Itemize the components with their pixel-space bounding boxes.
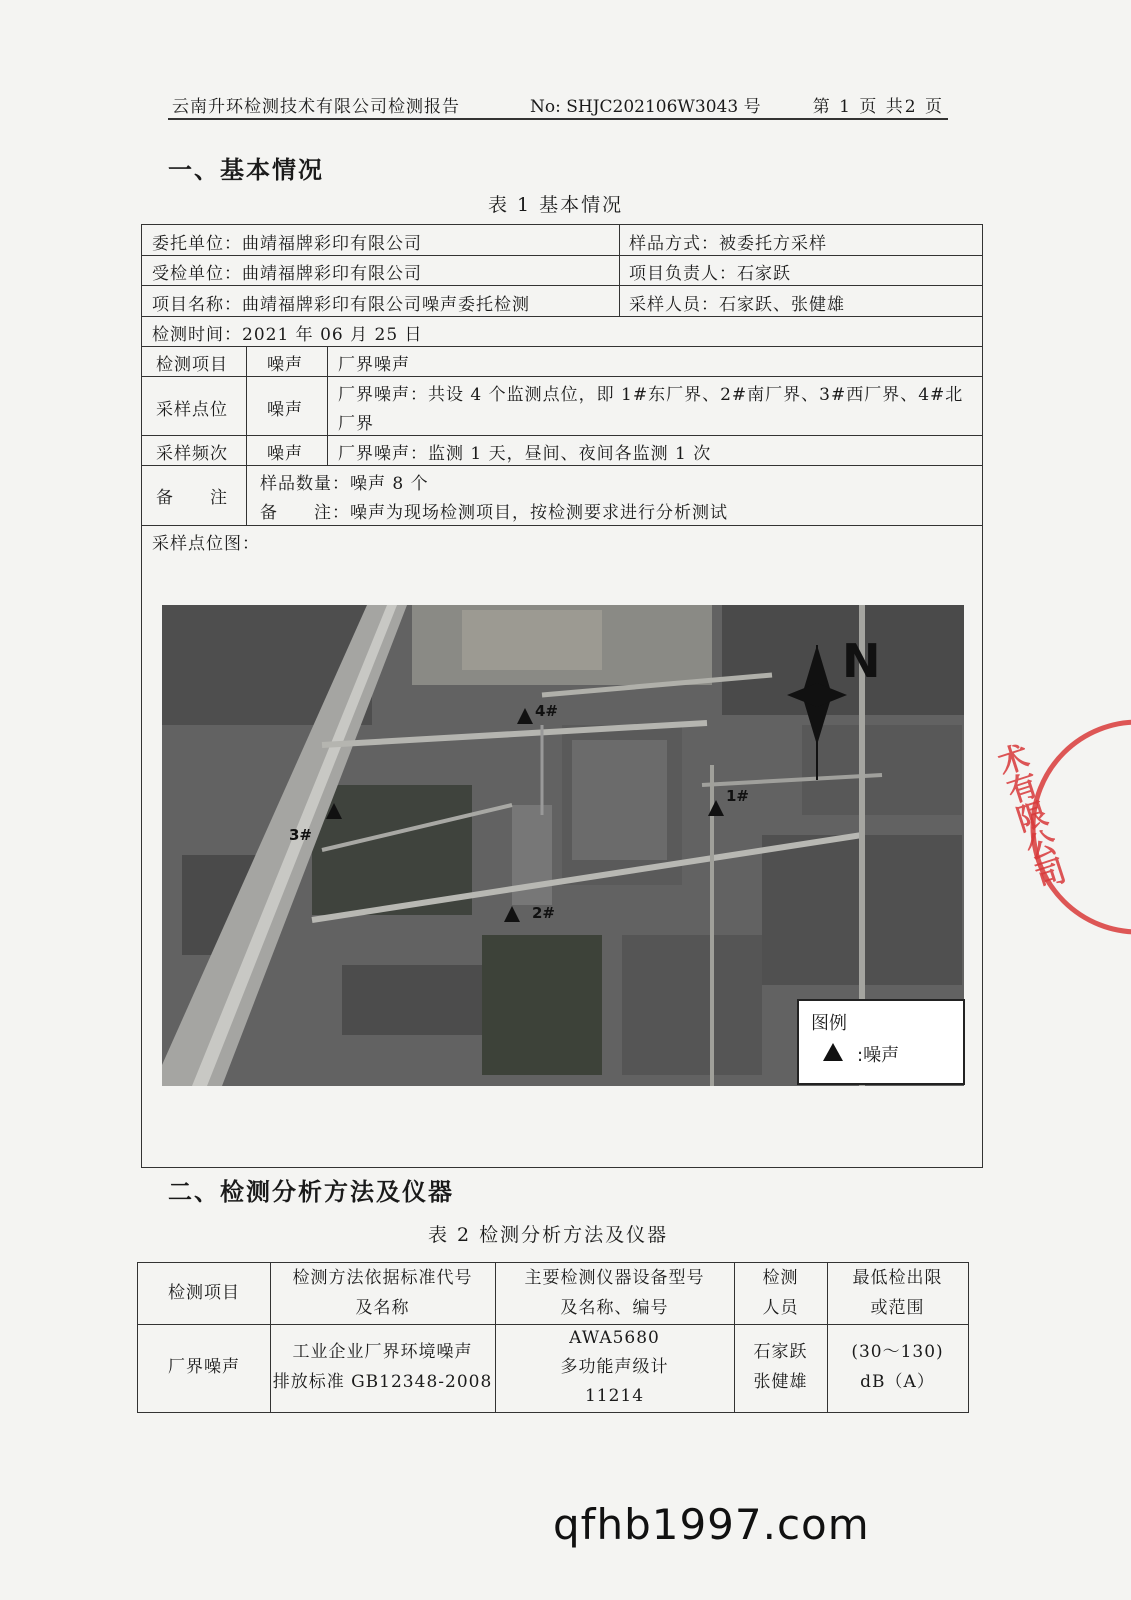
header-detection-limit: 最低检出限 或范围 [852,1268,943,1318]
header-item: 检测项目 [168,1283,240,1303]
item-type: 噪声 [267,355,303,375]
remark-line1: 样品数量：噪声 8 个 [260,474,429,494]
points-label: 采样点位 [156,400,228,420]
remark-line2: 备 注：噪声为现场检测项目，按检测要求进行分析测试 [260,503,728,523]
seal-text: 术有限公司 [988,740,1069,894]
row-detection-limit: (30～130) dB（A） [851,1342,944,1392]
watermark-url: qfhb1997.com [553,1500,870,1549]
page-header [168,88,948,120]
section1-title: 一、基本情况 [168,155,324,184]
row-item: 厂界噪声 [168,1357,240,1377]
item-label: 检测项目 [156,355,228,375]
header-instrument: 主要检测仪器设备型号 及名称、编号 [524,1268,705,1318]
frequency-type: 噪声 [267,444,303,464]
table1-caption: 表 1 基本情况 [488,194,624,216]
sampling-method-field: 样品方式：被委托方采样 [629,234,827,254]
north-indicator: N [842,634,881,688]
company-seal [988,712,1131,942]
points-value-line2: 厂界 [338,414,374,434]
point-4-label: 4# [535,702,559,720]
remark-label: 备 注 [156,488,228,508]
header-company: 云南升环检测技术有限公司检测报告 [172,97,460,117]
samplers-field: 采样人员：石家跃、张健雄 [629,295,845,315]
frequency-value: 厂界噪声：监测 1 天，昼间、夜间各监测 1 次 [338,444,712,464]
points-type: 噪声 [267,400,303,420]
section2-title: 二、检测分析方法及仪器 [168,1177,454,1206]
item-value: 厂界噪声 [338,355,410,375]
test-time-field: 检测时间：2021 年 06 月 25 日 [152,325,423,345]
frequency-label: 采样频次 [156,444,228,464]
row-personnel: 石家跃 张健雄 [753,1342,808,1392]
header-method: 检测方法依据标准代号 及名称 [292,1268,473,1318]
legend-triangle-icon [823,1043,843,1061]
project-name-field: 项目名称：曲靖福牌彩印有限公司噪声委托检测 [152,295,530,315]
method-instrument-table [137,1262,969,1413]
header-report-number: No: SHJC202106W3043 号 [530,97,761,117]
table2-caption: 表 2 检测分析方法及仪器 [428,1224,669,1246]
point-3-label: 3# [289,826,313,844]
row-method: 工业企业厂界环境噪声 排放标准 GB12348-2008 [272,1342,493,1392]
row-instrument: AWA5680 多功能声级计 11214 [560,1328,669,1406]
point-1-label: 1# [726,787,750,805]
client-field: 委托单位：曲靖福牌彩印有限公司 [152,234,422,254]
legend-item-label: :噪声 [857,1045,900,1066]
header-personnel: 检测 人员 [762,1268,799,1318]
map-legend [797,999,965,1085]
header-page-info: 第 1 页 共2 页 [812,97,944,117]
point-2-label: 2# [532,904,556,922]
map-label: 采样点位图： [152,534,260,554]
project-leader-field: 项目负责人：石家跃 [629,264,791,284]
points-value-line1: 厂界噪声：共设 4 个监测点位，即 1#东厂界、2#南厂界、3#西厂界、4#北 [338,385,964,405]
inspected-unit-field: 受检单位：曲靖福牌彩印有限公司 [152,264,422,284]
legend-title: 图例 [811,1013,847,1034]
